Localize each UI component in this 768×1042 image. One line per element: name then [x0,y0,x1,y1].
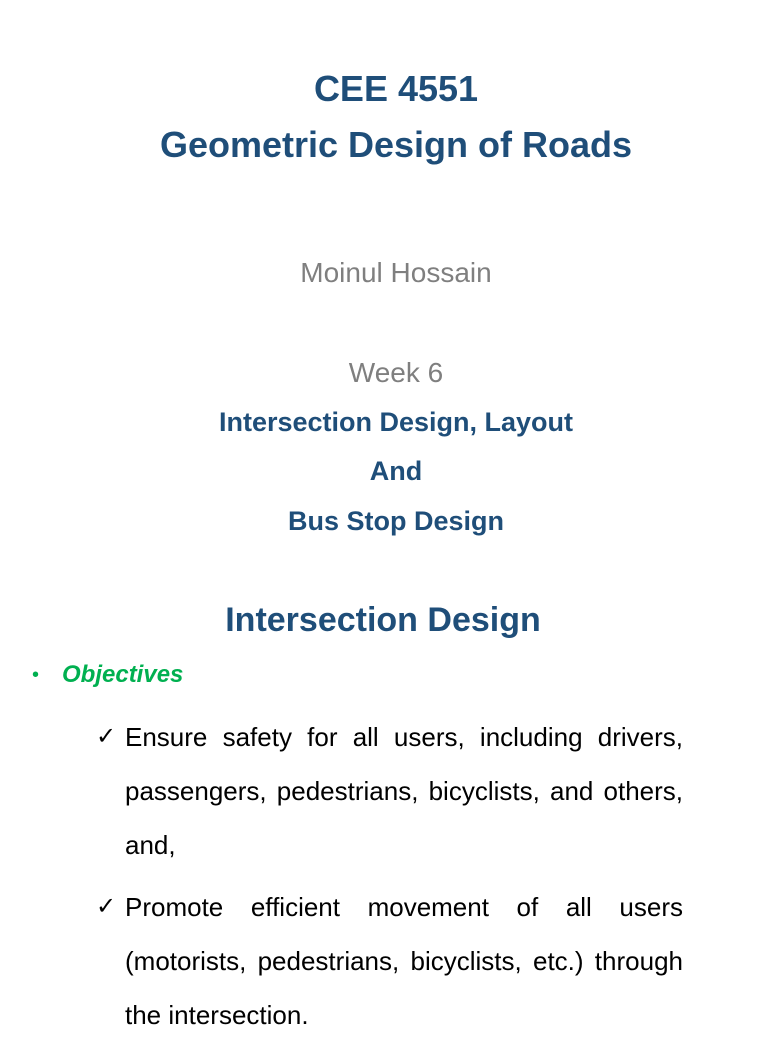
topic-line-2: And [369,456,423,486]
objective-item [96,890,683,1042]
course-name-title: Geometric Design of Roads [159,124,633,165]
objective-item-text: Promote efficient movement of all users (motorists, pedestrians, bicyclists, etc.) through the intersection. [125,892,683,1030]
objective-item [96,720,683,872]
course-code-title: CEE 4551 [313,68,479,109]
section-heading: Intersection Design [225,601,541,639]
objectives-label: Objectives [62,661,184,688]
checkmark-icon: ✓ [96,893,117,920]
objectives-bullet [32,660,183,690]
topic-line-3: Bus Stop Design [287,506,504,536]
objective-item-text: Ensure safety for all users, including drivers, passengers, pedestrians, bicyclists, and others, and, [125,722,683,860]
topic-line-1: Intersection Design, Layout [218,407,574,437]
week-label: Week 6 [348,357,444,388]
author-name: Moinul Hossain [300,257,492,288]
bullet-dot-icon: • [32,663,40,686]
checkmark-icon: ✓ [96,723,117,750]
